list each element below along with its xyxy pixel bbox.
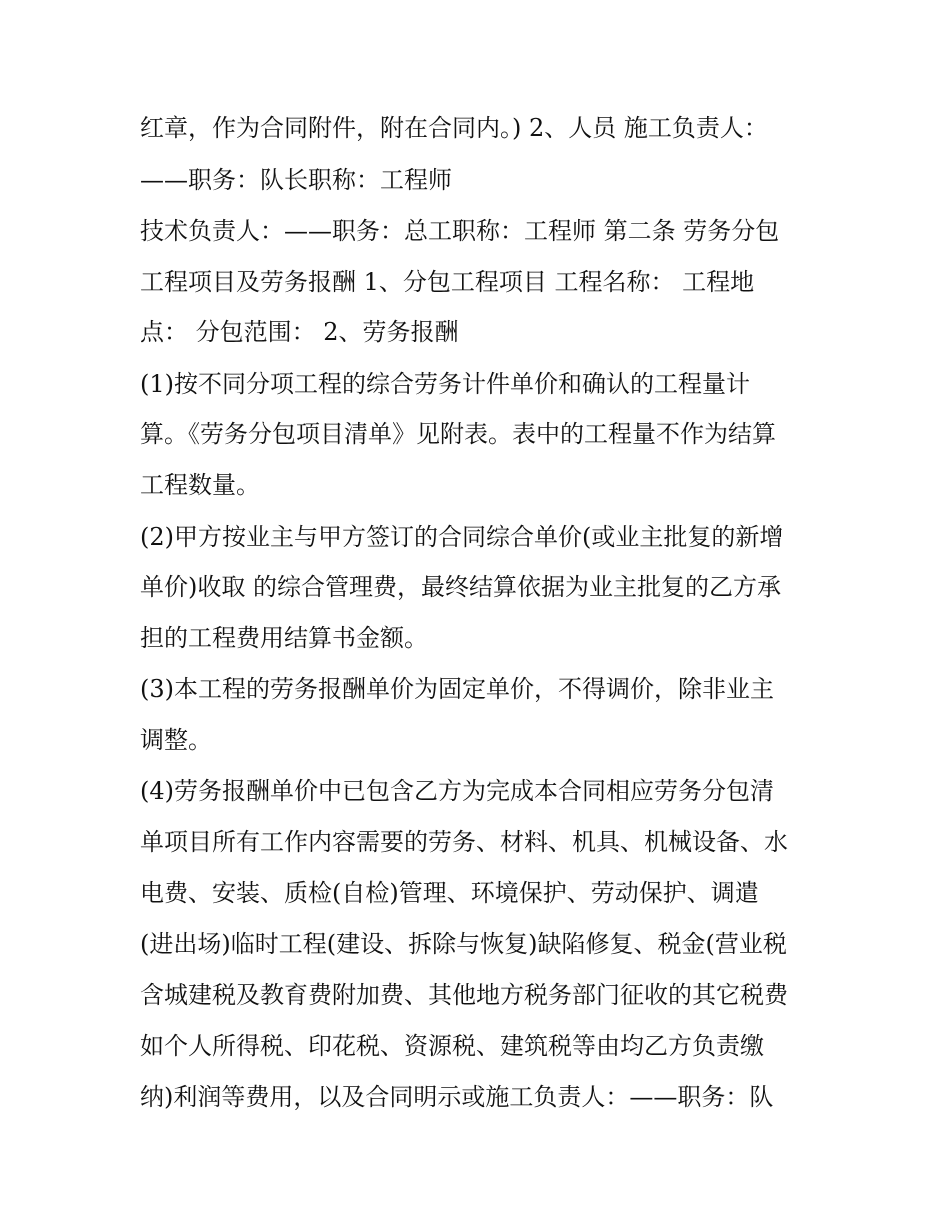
text-line: 单价)收取 的综合管理费，最终结算依据为业主批复的乙方承 [140, 573, 781, 601]
text-line: (2)甲方按业主与甲方签订的合同综合单价(或业主批复的新增 [140, 523, 784, 551]
text-line: (3)本工程的劳务报酬单价为固定单价，不得调价，除非业主 [140, 675, 774, 703]
text-line: 点： 分包范围： 2、劳务报酬 [140, 318, 459, 346]
text-line: (进出场)临时工程(建设、拆除与恢复)缺陷修复、税金(营业税 [140, 930, 787, 958]
text-line: 纳)利润等费用，以及合同明示或施工负责人：——职务：队 [140, 1083, 774, 1111]
text-line: ——职务：队长职称：工程师 [140, 166, 452, 194]
text-line: (4)劳务报酬单价中已包含乙方为完成本合同相应劳务分包清 [140, 777, 774, 805]
text-line: 红章，作为合同附件，附在合同内。) 2、人员 施工负责人： [140, 114, 768, 142]
text-line: 工程项目及劳务报酬 1、分包工程项目 工程名称： 工程地 [140, 268, 755, 296]
text-line: 工程数量。 [140, 471, 260, 499]
text-line: 含城建税及教育费附加费、其他地方税务部门征收的其它税费 [140, 981, 788, 1009]
text-line: 担的工程费用结算书金额。 [140, 624, 428, 652]
text-line: 调整。 [140, 726, 212, 754]
text-line: 如个人所得税、印花税、资源税、建筑税等由均乙方负责缴 [140, 1032, 764, 1060]
text-line: 算。《劳务分包项目清单》见附表。表中的工程量不作为结算 [140, 420, 776, 448]
text-line: 技术负责人：——职务：总工职称：工程师 第二条 劳务分包 [140, 217, 780, 245]
text-line: (1)按不同分项工程的综合劳务计件单价和确认的工程量计 [140, 370, 750, 398]
text-line: 电费、安装、质检(自检)管理、环境保护、劳动保护、调遣 [140, 879, 759, 907]
text-line: 单项目所有工作内容需要的劳务、材料、机具、机械设备、水 [140, 828, 788, 856]
